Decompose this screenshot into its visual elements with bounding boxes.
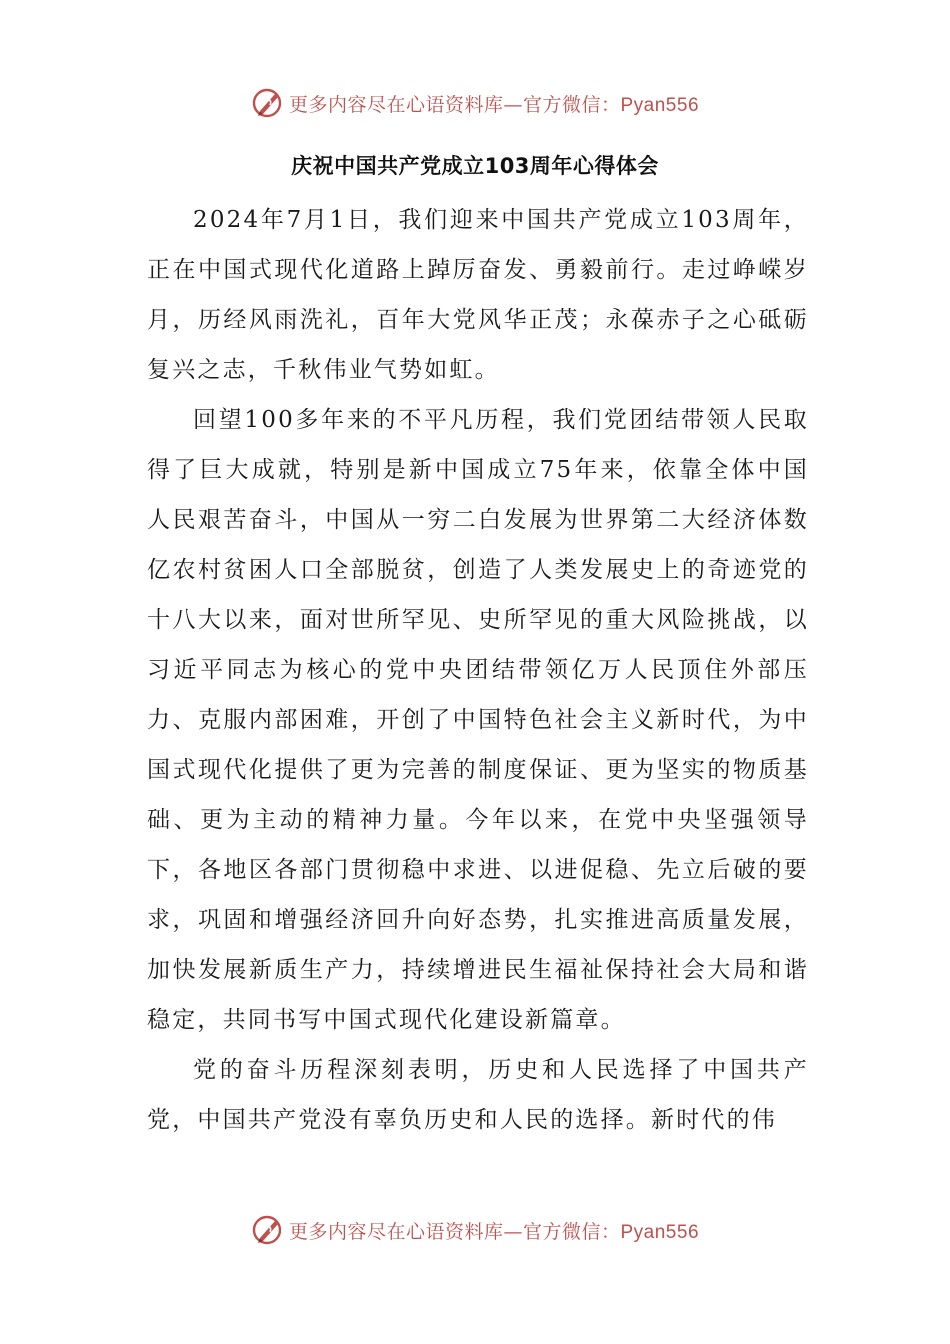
paragraph-1: 2024年7月1日，我们迎来中国共产党成立103周年，正在中国式现代化道路上踔厉奋发、勇毅前行。走过峥嵘岁月，历经风雨洗礼，百年大党风华正茂；永葆赤子之心砥砺复兴之志，千秋伟业气势如虹。 [147, 207, 809, 383]
watermark-separator: — [503, 93, 523, 116]
watermark-site-text: 更多内容尽在心语资料库 [288, 93, 504, 116]
watermark-text [289, 90, 699, 117]
watermark-wechat-handle: Pyan556 [620, 94, 700, 116]
header-watermark [0, 83, 950, 123]
paragraph-3: 党的奋斗历程深刻表明，历史和人民选择了中国共产党，中国共产党没有辜负历史和人民的选择。新时代的伟 [147, 1057, 809, 1133]
paragraph-2: 回望100多年来的不平凡历程，我们党团结带领人民取得了巨大成就，特别是新中国成立75年来，依靠全体中国人民艰苦奋斗，中国从一穷二白发展为世界第二大经济体数亿农村贫困人口全部脱贫，创造了人类发展史上的奇迹党的十八大以来，面对世所罕见、史所罕见的重大风险挑战，以习近平同志为核心的党中央团结带领亿万人民顶住外部压力、克服内部困难，开创了中国特色社会主义新时代，为中国式现代化提供了更为完善的制度保证、更为坚实的物质基础、更为主动的精神力量。今年以来，在党中央坚强领导下，各地区各部门贯彻稳中求进、以进促稳、先立后破的要求，巩固和增强经济回升向好态势，扎实推进高质量发展，加快发展新质生产力，持续增进民生福祉保持社会大局和谐稳定，共同书写中国式现代化建设新篇章。 [147, 407, 809, 1033]
watermark-text [289, 1217, 699, 1244]
watermark-site-text: 更多内容尽在心语资料库 [288, 1220, 504, 1243]
pen-circle-logo-icon [251, 86, 285, 120]
watermark-wechat-label: 官方微信： [522, 93, 621, 116]
watermark-wechat-handle: Pyan556 [620, 1221, 700, 1243]
footer-watermark [0, 1210, 950, 1250]
pen-circle-logo-icon [251, 1213, 285, 1247]
watermark-separator: — [503, 1220, 523, 1243]
watermark-wechat-label: 官方微信： [522, 1220, 621, 1243]
document-title: 庆祝中国共产党成立103周年心得体会 [291, 154, 659, 178]
document-body [147, 195, 809, 1145]
